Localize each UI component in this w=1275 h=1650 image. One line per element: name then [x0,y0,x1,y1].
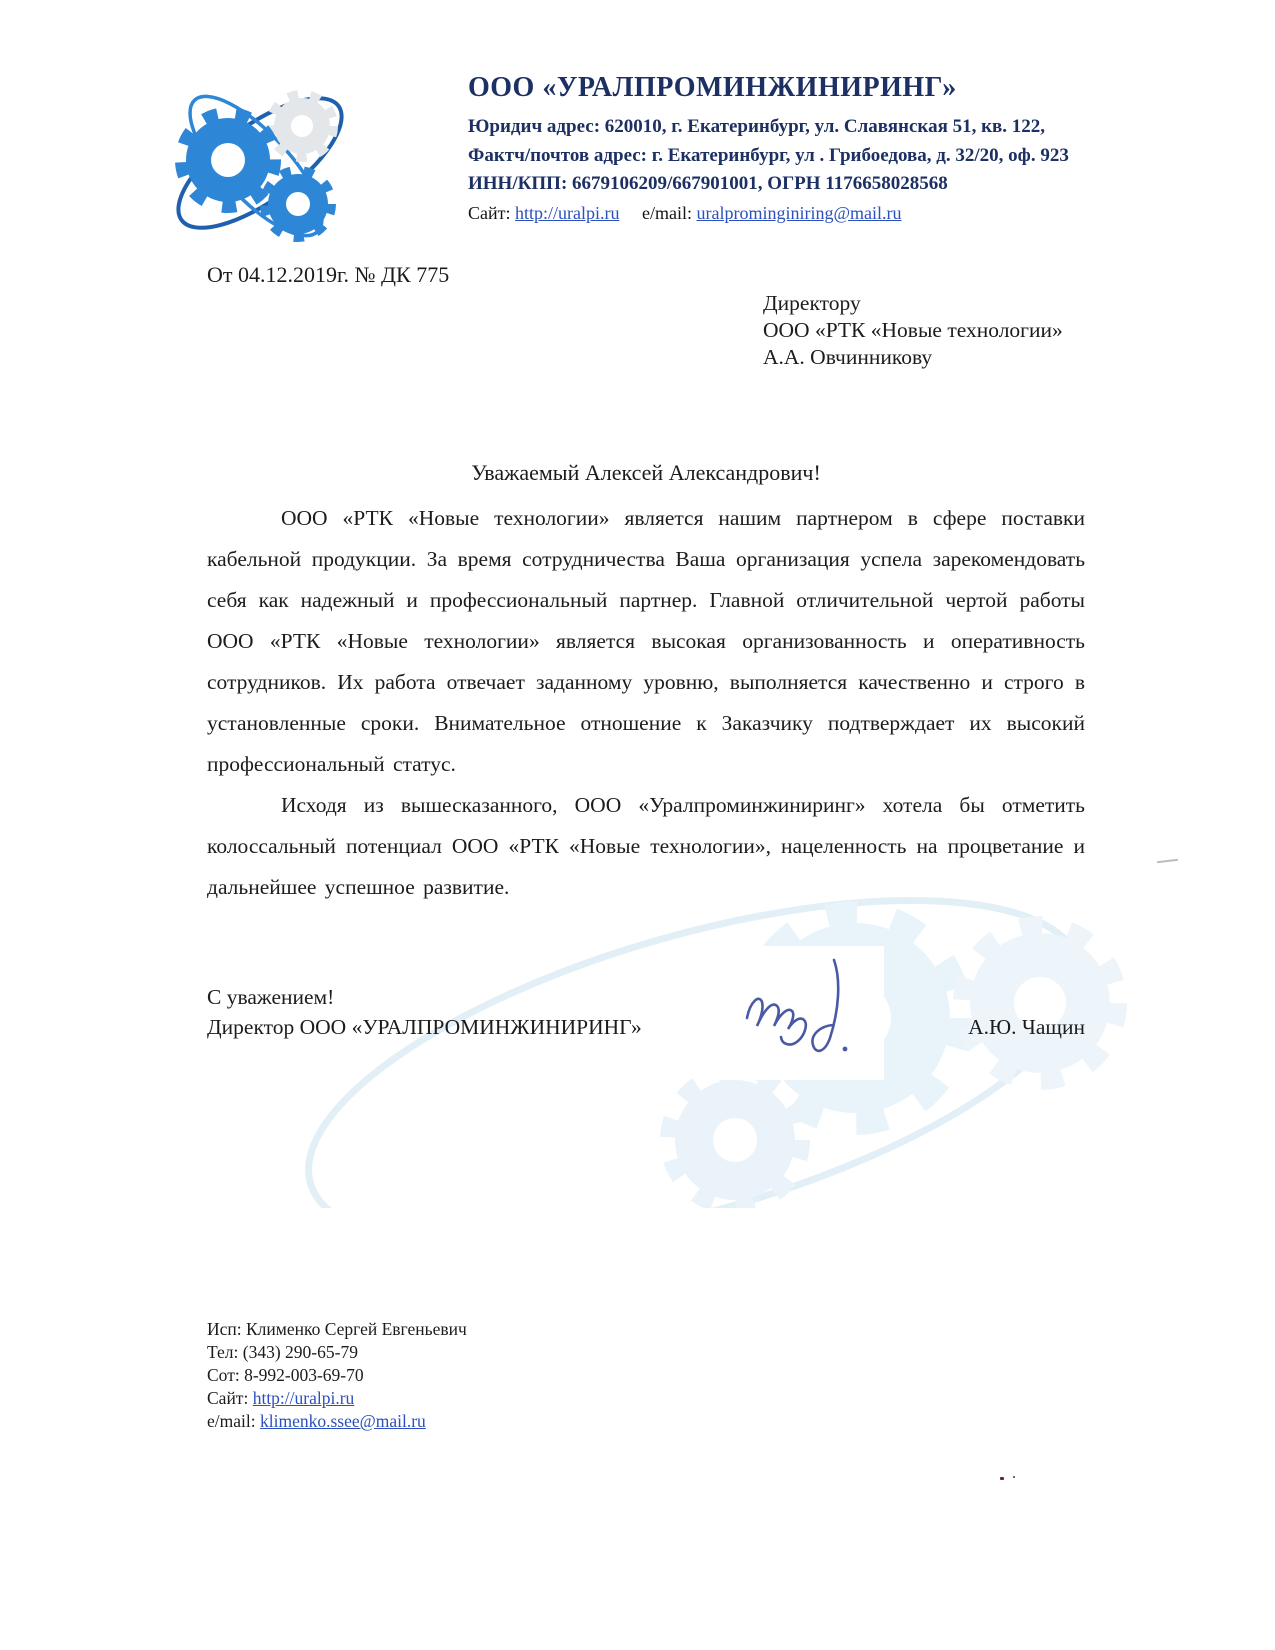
legal-address: Юридич адрес: 620010, г. Екатеринбург, ул. Славянская 51, кв. 122, [468,116,1046,137]
phone-number: Тел: (343) 290-65-79 [207,1342,358,1362]
inn-kpp-ogrn: ИНН/КПП: 6679106209/667901001, ОГРН 1176658028568 [468,173,948,194]
company-logo-gears-icon [150,68,370,253]
email-link[interactable]: uralprominginiring@mail.ru [696,202,902,223]
footer-email-link[interactable]: klimenko.ssee@mail.ru [259,1411,426,1431]
signature-handwriting [733,952,888,1072]
footer-email-label: e/mail: [207,1411,256,1431]
footer-site-line [207,1387,467,1410]
letterhead [468,72,1118,227]
company-name: ООО «УРАЛПРОМИНЖИНИРИНГ» [468,72,957,103]
closing-regards: С уважением! [207,985,335,1009]
body-paragraph-1: ООО «РТК «Новые технологии» является нашим партнером в сфере поставки кабельной продукции. За время сотрудничества Ваша организация успела зарекомендовать себя как надежный и профессиональный партнер. Главной отличительной чертой работы ООО «РТК «Новые технологии» является высокая организованность и оперативность сотрудников. Их работа отвечает заданному уровню, выполняется качественно и строго в установленные сроки. Внимательное отношение к Заказчику подтверждает их высокий профессиональный статус. [207,506,1085,776]
scan-artifact-speck [1000,1477,1004,1480]
scan-artifact-dash [1157,859,1178,864]
recipient-name: А.А. Овчинникову [763,345,933,369]
email-label: e/mail: [641,202,692,223]
postal-address: Фактч/почтов адрес: г. Екатеринбург, ул . Грибоедова, д. 32/20, оф. 923 [468,144,1069,166]
recipient-title: Директору [763,291,861,315]
closing-signatory-name: А.Ю. Чащин [968,1015,1085,1039]
header-contacts [468,199,1118,227]
watermark-gears [265,878,1135,1208]
site-label: Сайт: [468,202,511,223]
body-paragraph-2: Исходя из вышесказанного, ООО «Уралпроминжиниринг» хотела бы отметить колоссальный потенциал ООО «РТК «Новые технологии», нацеленность на процветание и дальнейшее успешное развитие. [207,793,1085,899]
footer-contacts [207,1318,467,1433]
footer-site-link[interactable]: http://uralpi.ru [252,1388,355,1408]
scan-artifact-speck [1013,1476,1015,1478]
executor-name: Исп: Клименко Сергей Евгеньевич [207,1319,467,1339]
salutation: Уважаемый Алексей Александрович! [471,460,821,485]
recipient-company: ООО «РТК «Новые технологии» [763,318,1063,342]
letter-body [207,498,1085,908]
mobile-number: Сот: 8-992-003-69-70 [207,1365,364,1385]
site-link[interactable]: http://uralpi.ru [515,202,620,223]
footer-email-line [207,1410,467,1433]
reference-number: От 04.12.2019г. № ДК 775 [207,262,450,287]
closing-position: Директор ООО «УРАЛПРОМИНЖИНИРИНГ» [207,1015,642,1039]
closing-block [207,982,1085,1042]
footer-site-label: Сайт: [207,1388,249,1408]
recipient-block [763,290,1063,371]
